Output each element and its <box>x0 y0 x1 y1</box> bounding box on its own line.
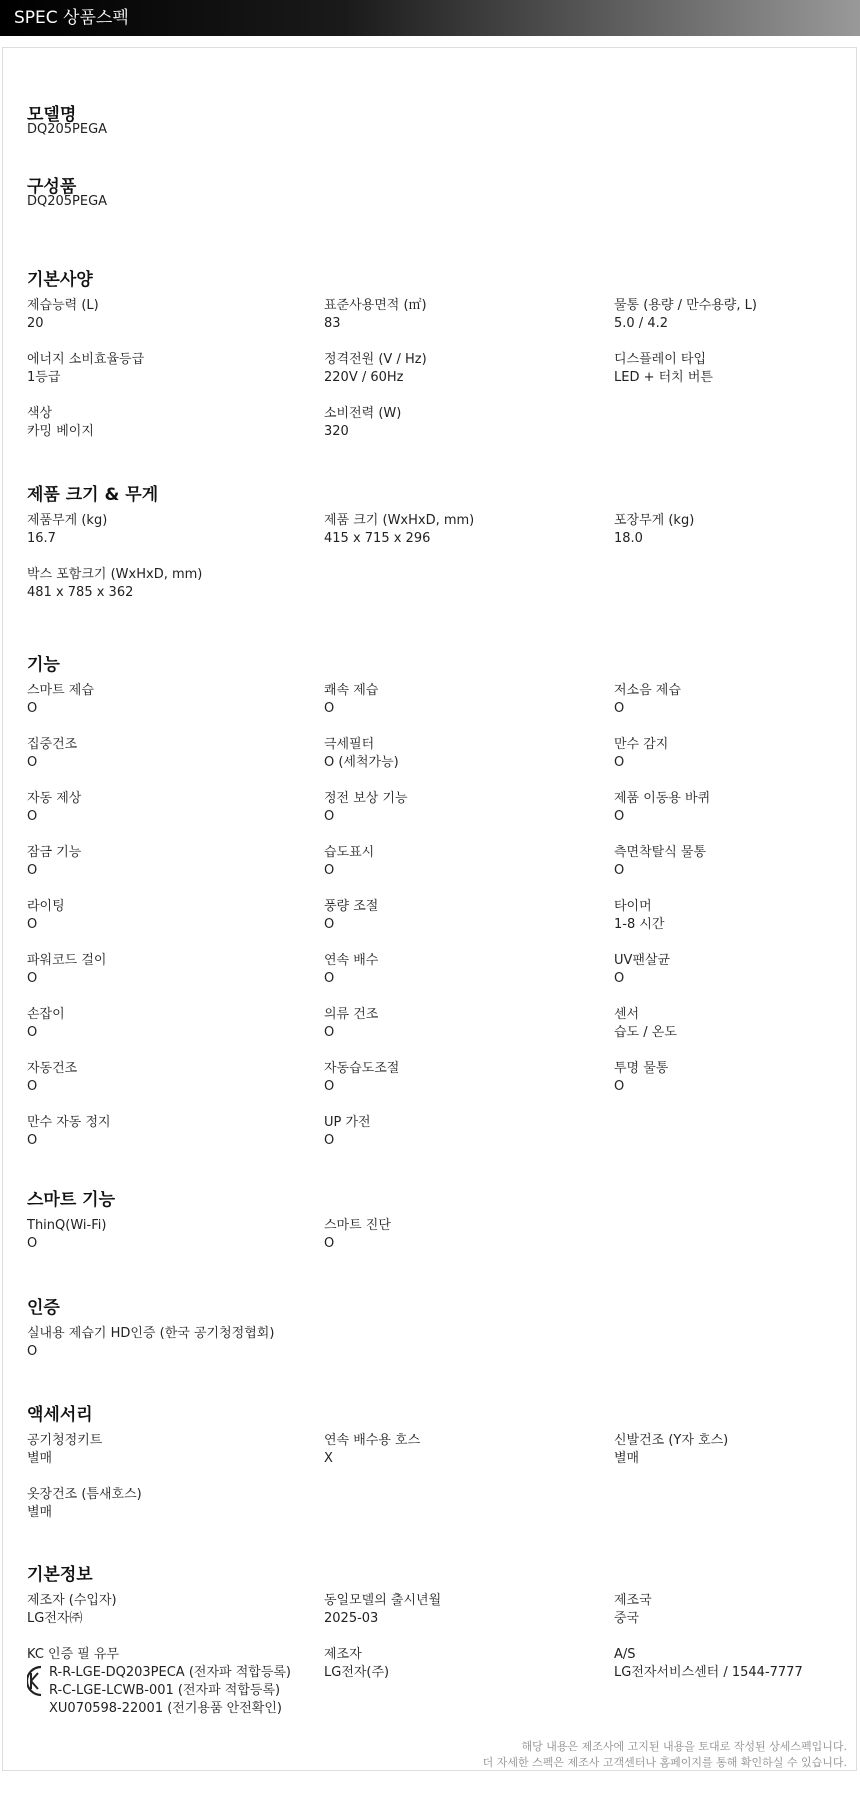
components-value-item <box>27 193 107 211</box>
spec-item-label: 잠금 기능 <box>27 845 82 860</box>
spec-item <box>614 512 694 548</box>
spec-item-label: 스마트 제습 <box>27 683 94 698</box>
model-label: 모델명 <box>27 105 77 125</box>
spec-item <box>27 1114 111 1150</box>
spec-item <box>27 1217 106 1253</box>
spec-item-value: O <box>27 1079 38 1094</box>
spec-item-label: 쾌속 제습 <box>324 683 379 698</box>
kc-mark-icon <box>27 1664 45 1698</box>
spec-item-value: O <box>27 1236 38 1251</box>
spec-item <box>614 682 681 718</box>
spec-item <box>324 898 378 934</box>
spec-item-value: O <box>27 809 38 824</box>
spec-item-value: LG전자㈜ <box>27 1611 83 1626</box>
spec-item <box>324 512 474 548</box>
disclaimer-line-2: 더 자세한 스펙은 제조사 고객센터나 홈페이지를 통해 확인하실 수 있습니다. <box>482 1756 847 1769</box>
spec-item-value: 습도 / 온도 <box>614 1025 677 1040</box>
spec-item-label: 의류 건조 <box>324 1007 379 1022</box>
spec-item-value: 16.7 <box>27 531 56 546</box>
spec-item <box>324 682 378 718</box>
spec-item-value: O <box>324 701 335 716</box>
spec-item <box>27 1325 274 1361</box>
kc-cert-line: R-R-LGE-DQ203PECA (전자파 적합등록) <box>49 1665 292 1680</box>
spec-item-value: O <box>324 1236 335 1251</box>
section-title: 기본정보 <box>27 1565 93 1585</box>
spec-item <box>324 297 427 333</box>
spec-item-label: 제조국 <box>614 1593 652 1608</box>
spec-item-label: 손잡이 <box>27 1007 65 1022</box>
spec-item <box>614 736 668 772</box>
spec-item <box>324 736 399 772</box>
section-title: 스마트 기능 <box>27 1190 116 1210</box>
spec-item-label: 공기청정키트 <box>27 1433 103 1448</box>
spec-item-value: 카밍 베이지 <box>27 424 94 439</box>
spec-item-value: 83 <box>324 316 341 331</box>
spec-item-label: 디스플레이 타입 <box>614 352 707 367</box>
spec-item <box>27 1006 65 1042</box>
spec-item <box>614 1646 803 1682</box>
spec-item-label: 센서 <box>614 1007 640 1022</box>
spec-item-label: 옷장건조 (틈새호스) <box>27 1487 142 1502</box>
spec-item-label: 포장무게 (kg) <box>614 513 695 528</box>
spec-item-value: 1등급 <box>27 370 61 385</box>
spec-item-label: 자동습도조절 <box>324 1061 400 1076</box>
spec-item <box>324 844 374 880</box>
spec-item-label: 정전 보상 기능 <box>324 791 408 806</box>
spec-item-label: 동일모델의 출시년월 <box>324 1593 442 1608</box>
spec-item-label: UP 가전 <box>324 1115 371 1130</box>
spec-item-value: 별매 <box>27 1451 53 1466</box>
spec-item-value: O <box>27 1025 38 1040</box>
spec-item <box>324 790 408 826</box>
model-value-item <box>27 121 107 139</box>
spec-item-label: 제품무게 (kg) <box>27 513 108 528</box>
spec-item <box>324 1114 371 1150</box>
spec-item-label: 라이팅 <box>27 899 65 914</box>
spec-item-label: 제습능력 (L) <box>27 298 99 313</box>
kc-cert-line: R-C-LGE-LCWB-001 (전자파 적합등록) <box>49 1683 281 1698</box>
spec-item-label: 습도표시 <box>324 845 375 860</box>
spec-item <box>27 1646 119 1664</box>
spec-item-label: 자동 제상 <box>27 791 82 806</box>
spec-item-value: O (세척가능) <box>324 755 399 770</box>
spec-item <box>27 1592 117 1628</box>
spec-item-value: X <box>324 1451 333 1466</box>
spec-item-label: 연속 배수용 호스 <box>324 1433 421 1448</box>
spec-item <box>324 1592 441 1628</box>
spec-item-label: 제품 크기 (WxHxD, mm) <box>324 513 475 528</box>
kc-cert-line: XU070598-22001 (전기용품 안전확인) <box>49 1701 282 1716</box>
spec-item-label: 실내용 제습기 HD인증 (한국 공기청정협회) <box>27 1326 275 1341</box>
spec-item <box>324 1060 399 1096</box>
spec-item-value: O <box>614 755 625 770</box>
spec-item <box>614 297 757 333</box>
spec-item-value: 2025-03 <box>324 1611 379 1626</box>
spec-item-value: O <box>614 863 625 878</box>
spec-item-label: 제조자 <box>324 1647 362 1662</box>
spec-item-value: LG전자(주) <box>324 1665 390 1680</box>
spec-item <box>27 297 99 333</box>
spec-item-value: O <box>614 809 625 824</box>
spec-item-label: 박스 포함크기 (WxHxD, mm) <box>27 567 203 582</box>
spec-item <box>614 898 664 934</box>
spec-item <box>614 1592 652 1628</box>
spec-item-value: 415 x 715 x 296 <box>324 531 431 546</box>
spec-item-label: 투명 물통 <box>614 1061 669 1076</box>
spec-item-value: O <box>324 809 335 824</box>
spec-item-label: 풍량 조절 <box>324 899 379 914</box>
spec-item <box>324 405 401 441</box>
spec-item <box>27 844 81 880</box>
spec-item-label: 스마트 진단 <box>324 1218 391 1233</box>
spec-item-label: A/S <box>614 1647 636 1662</box>
spec-item-value: 481 x 785 x 362 <box>27 585 134 600</box>
spec-item <box>614 1006 677 1042</box>
spec-item-value: O <box>324 971 335 986</box>
spec-item-value: O <box>27 863 38 878</box>
spec-item-label: 색상 <box>27 406 53 421</box>
spec-item-value: O <box>27 971 38 986</box>
model-value: DQ205PEGA <box>27 122 108 137</box>
spec-item <box>614 1432 728 1468</box>
spec-item-label: 신발건조 (Y자 호스) <box>614 1433 729 1448</box>
spec-item-value: O <box>27 755 38 770</box>
spec-item <box>27 1060 77 1096</box>
spec-item-value: O <box>27 1133 38 1148</box>
spec-item <box>614 844 706 880</box>
spec-item-value: 별매 <box>614 1451 640 1466</box>
spec-item <box>614 790 710 826</box>
spec-item-value: O <box>324 1025 335 1040</box>
section-title: 기능 <box>27 655 60 675</box>
spec-item-value: 20 <box>27 316 44 331</box>
spec-header-title: SPEC 상품스펙 <box>14 8 129 28</box>
spec-item <box>27 566 202 602</box>
spec-item-label: 집중건조 <box>27 737 78 752</box>
spec-item <box>324 952 378 988</box>
spec-item-value: O <box>324 1133 335 1148</box>
spec-item-label: 타이머 <box>614 899 652 914</box>
kc-cert-lines <box>49 1664 291 1718</box>
spec-item-value: 5.0 / 4.2 <box>614 316 668 331</box>
spec-item-value: 1-8 시간 <box>614 917 665 932</box>
spec-item <box>27 682 94 718</box>
spec-item-label: 측면착탈식 물통 <box>614 845 707 860</box>
spec-item-value: O <box>27 917 38 932</box>
disclaimer-line-1: 해당 내용은 제조사에 고지된 내용을 토대로 작성된 상세스펙입니다. <box>521 1740 847 1753</box>
spec-item <box>27 898 65 934</box>
spec-item-label: 에너지 소비효율등급 <box>27 352 145 367</box>
spec-item-label: 물통 (용량 / 만수용량, L) <box>614 298 757 313</box>
spec-item <box>27 512 107 548</box>
spec-item <box>27 790 81 826</box>
spec-item-value: O <box>27 701 38 716</box>
spec-item <box>27 952 106 988</box>
spec-item-label: 자동건조 <box>27 1061 78 1076</box>
spec-item-value: 18.0 <box>614 531 643 546</box>
spec-item <box>27 405 94 441</box>
spec-item-label: 만수 감지 <box>614 737 669 752</box>
spec-item-label: UV팬살균 <box>614 953 671 968</box>
spec-item-label: KC 인증 필 유무 <box>27 1647 120 1662</box>
spec-item <box>27 1486 142 1522</box>
spec-item <box>614 952 670 988</box>
section-title: 액세서리 <box>27 1405 93 1425</box>
spec-item <box>324 1646 389 1682</box>
spec-item <box>324 1006 378 1042</box>
disclaimer-note <box>483 1739 847 1771</box>
spec-item-value: O <box>614 971 625 986</box>
spec-item-value: 320 <box>324 424 349 439</box>
components-value: DQ205PEGA <box>27 194 108 209</box>
spec-item-label: 만수 자동 정지 <box>27 1115 111 1130</box>
spec-item <box>27 1432 102 1468</box>
components-label: 구성품 <box>27 177 77 197</box>
spec-item-value: 220V / 60Hz <box>324 370 404 385</box>
spec-item-value: O <box>324 917 335 932</box>
spec-item-value: O <box>614 1079 625 1094</box>
spec-item-label: 저소음 제습 <box>614 683 681 698</box>
section-title: 기본사양 <box>27 270 93 290</box>
section-title: 제품 크기 & 무게 <box>27 485 159 505</box>
spec-item-label: 연속 배수 <box>324 953 379 968</box>
spec-item <box>614 351 713 387</box>
spec-item-value: O <box>27 1344 38 1359</box>
spec-item <box>324 351 427 387</box>
kc-cert-block <box>27 1664 307 1736</box>
spec-item-label: 제품 이동용 바퀴 <box>614 791 711 806</box>
spec-item-value: 별매 <box>27 1505 53 1520</box>
spec-item-value: LED + 터치 버튼 <box>614 370 713 385</box>
spec-item-value: 중국 <box>614 1611 640 1626</box>
spec-item-label: 제조자 (수입자) <box>27 1593 117 1608</box>
spec-item-label: ThinQ(Wi-Fi) <box>27 1218 107 1233</box>
spec-item-value: O <box>324 863 335 878</box>
spec-item <box>27 736 77 772</box>
spec-item-label: 파워코드 걸이 <box>27 953 107 968</box>
spec-item-label: 소비전력 (W) <box>324 406 402 421</box>
spec-item-value: O <box>324 1079 335 1094</box>
spec-item <box>614 1060 668 1096</box>
spec-item <box>324 1217 391 1253</box>
spec-item <box>27 351 144 387</box>
spec-item-label: 정격전원 (V / Hz) <box>324 352 427 367</box>
section-title: 인증 <box>27 1298 60 1318</box>
spec-item-label: 극세필터 <box>324 737 375 752</box>
spec-item <box>324 1432 420 1468</box>
spec-item-value: LG전자서비스센터 / 1544-7777 <box>614 1665 803 1680</box>
spec-item-value: O <box>614 701 625 716</box>
spec-item-label: 표준사용면적 (㎡) <box>324 298 427 313</box>
